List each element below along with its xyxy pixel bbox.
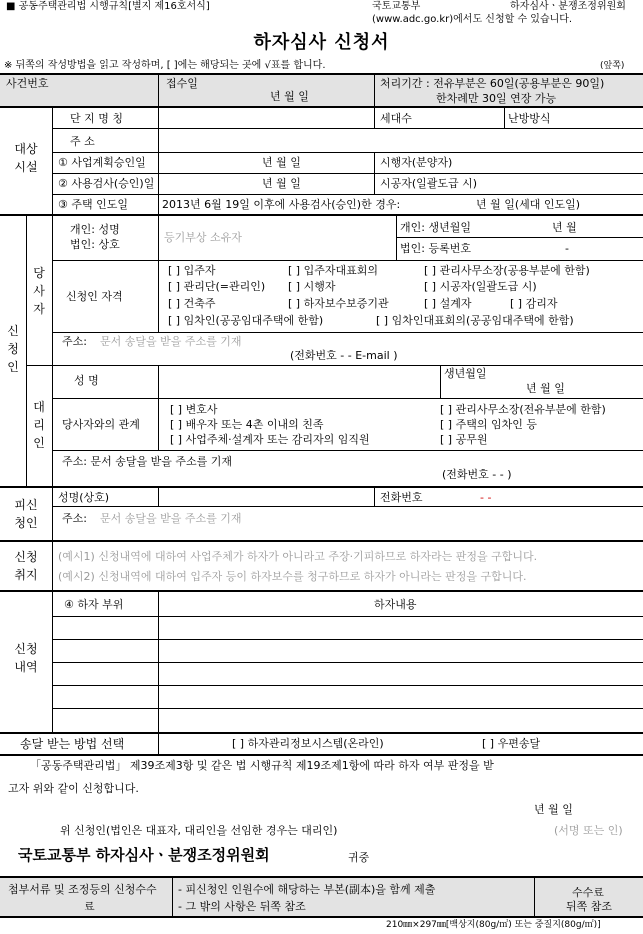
rule	[0, 214, 643, 216]
respondent-phone-label: 전화번호	[380, 491, 423, 504]
fee-note: 뒤쪽 참조	[566, 900, 613, 913]
case-number-label: 사건번호	[6, 77, 49, 90]
law-reference: ■ 공동주택관리법 시행규칙[별지 제16호서식]	[6, 1, 210, 12]
rule	[52, 639, 643, 640]
signer-line: 위 신청인(법인은 대표자, 대리인을 선임한 경우는 대리인)	[60, 824, 338, 837]
rule	[52, 173, 643, 174]
rule	[0, 73, 643, 75]
rel-official[interactable]: [ ] 공무원	[440, 433, 488, 446]
qual-developer[interactable]: [ ] 시행자	[288, 280, 336, 293]
section-label-line: 인	[33, 436, 45, 450]
attachment-label-cont: 료	[84, 900, 95, 913]
rule	[158, 74, 159, 106]
qual-manager-common[interactable]: [ ] 관리사무소장(공용부분에 한함)	[424, 264, 590, 277]
plan-approval-date: 년 월 일	[262, 156, 301, 169]
relation-label: 당사자와의 관계	[62, 418, 140, 431]
corp-reg-label: 법인: 등록번호	[400, 242, 471, 255]
use-inspection-label: ② 사용검사(승인)일	[58, 177, 155, 190]
rule	[0, 916, 643, 918]
rel-tenant[interactable]: [ ] 주택의 임차인 등	[440, 418, 537, 431]
qual-builder[interactable]: [ ] 시공자(일괄도급 시)	[424, 280, 537, 293]
receipt-date-value: 년 월 일	[270, 90, 309, 103]
rule	[52, 506, 643, 507]
party-label	[26, 264, 52, 318]
respondent-name-label: 성명(상호)	[58, 491, 110, 504]
section-label-line: 취지	[14, 568, 38, 582]
attachment-item-1: - 피신청인 인원수에 해당하는 부본(副本)을 함께 제출	[178, 883, 436, 896]
addressee-suffix: 귀중	[348, 851, 370, 864]
rule	[52, 662, 643, 663]
respondent-section	[0, 496, 52, 532]
section-label-line: 신청	[14, 550, 38, 564]
rule	[52, 128, 643, 129]
rule	[0, 106, 643, 108]
rule	[52, 708, 643, 709]
addressee-name: 국토교통부 하자심사ㆍ분쟁조정위원회	[18, 846, 270, 864]
rule	[26, 365, 643, 366]
rule	[0, 590, 643, 592]
section-label-line: 인	[7, 360, 19, 374]
address-label: 주 소	[70, 135, 95, 148]
form-title: 하자심사 신청서	[253, 32, 390, 53]
delivery-online[interactable]: [ ] 하자관리정보시스템(온라인)	[232, 737, 384, 750]
purpose-example-2: (예시2) 신청내역에 대하여 입주자 등이 하자보수를 청구하므로 하자가 아니라는 판정을 구합니다.	[58, 570, 527, 583]
processing-period: 처리기간 : 전유부분은 60일(공용부분은 90일)	[380, 77, 605, 90]
paper-spec: 210㎜×297㎜[백상지(80g/㎡) 또는 중질지(80g/㎡)]	[386, 920, 601, 930]
rule	[374, 108, 375, 128]
section-label-line: 대상	[14, 142, 38, 156]
rule	[52, 450, 643, 451]
qual-supervisor[interactable]: [ ] 감리자	[510, 297, 558, 310]
section-label-line: 리	[33, 418, 45, 432]
corp-reg-dash: -	[565, 242, 569, 255]
rule	[0, 754, 643, 756]
rule	[396, 237, 643, 238]
rule	[52, 108, 53, 214]
rule	[52, 542, 53, 590]
qual-tenant[interactable]: [ ] 임차인(공공임대주택에 한함)	[168, 314, 324, 327]
declaration-line-2: 고자 위와 같이 신청합니다.	[8, 782, 139, 795]
rel-family[interactable]: [ ] 배우자 또는 4촌 이내의 친족	[170, 418, 324, 431]
heating-label: 난방방식	[508, 112, 551, 125]
handover-date: 년 월 일(세대 인도일)	[476, 198, 581, 211]
qual-tenant-council[interactable]: [ ] 임차인대표회의(공공임대주택에 한함)	[376, 314, 574, 327]
corporate-name-label: 법인: 상호	[70, 238, 120, 251]
rule	[504, 108, 505, 128]
rule	[158, 366, 159, 450]
section-label-line: 청	[7, 342, 19, 356]
rule	[0, 540, 643, 542]
ministry-name: 국토교통부	[372, 1, 421, 12]
section-label-line: 대	[33, 400, 45, 414]
agent-phone: (전화번호 - - )	[442, 468, 512, 481]
website-note: (www.adc.go.kr)에서도 신청할 수 있습니다.	[372, 14, 573, 25]
agent-label	[26, 398, 52, 452]
rule	[52, 194, 643, 195]
rel-lawyer[interactable]: [ ] 변호사	[170, 403, 218, 416]
rule	[440, 366, 441, 398]
rule	[52, 488, 53, 540]
rule	[158, 488, 159, 506]
rule	[374, 74, 375, 106]
birth-date-label: 개인: 생년월일	[400, 221, 471, 234]
rule	[396, 216, 397, 260]
signature-note: (서명 또는 인)	[554, 824, 623, 837]
qual-guarantor[interactable]: [ ] 하자보수보증기관	[288, 297, 389, 310]
target-facility-section	[0, 140, 52, 176]
instruction-note: ※ 뒤쪽의 작성방법을 읽고 작성하며, [ ]에는 해당되는 곳에 √표를 합니다.	[4, 60, 326, 71]
attachment-item-2: - 그 밖의 사항은 뒤쪽 참조	[178, 900, 306, 913]
section-label-line: 자	[33, 302, 45, 316]
rule	[52, 616, 643, 617]
section-label-line: 사	[33, 284, 45, 298]
name-placeholder: 등기부상 소유자	[164, 231, 242, 244]
receipt-date-label: 접수일	[166, 77, 198, 90]
qual-resident[interactable]: [ ] 입주자	[168, 264, 216, 277]
respondent-address-label: 주소:	[62, 512, 87, 525]
complex-name-label: 단 지 명 칭	[70, 112, 123, 125]
qualification-label: 신청인 자격	[66, 290, 123, 303]
applicant-phone-email: (전화번호 - - E-mail )	[290, 349, 398, 362]
declaration-line-1: 「공동주택관리법」 제39조제3항 및 같은 법 시행규칙 제19조제1항에 따라 하자 여부 판정을 받	[30, 759, 494, 772]
attachment-label: 첨부서류 및 조정등의 신청수수	[8, 883, 157, 896]
fee-label: 수수료	[572, 886, 604, 899]
rule	[158, 260, 159, 332]
rule	[534, 878, 535, 916]
defect-content-header: 하자내용	[374, 598, 417, 611]
rel-employee[interactable]: [ ] 사업주체·설계자 또는 감리자의 임직원	[170, 433, 370, 446]
qual-management-body[interactable]: [ ] 관리단(=관리인)	[168, 280, 266, 293]
section-label-line: 당	[33, 266, 45, 280]
builder-label: 시공자(일괄도급 시)	[380, 177, 478, 190]
plan-approval-label: ① 사업계획승인일	[58, 156, 146, 169]
rule	[172, 878, 173, 916]
handover-note: 2013년 6월 19일 이후에 사용검사(승인)한 경우:	[162, 198, 401, 211]
qual-building-owner[interactable]: [ ] 건축주	[168, 297, 216, 310]
rule	[0, 486, 643, 488]
agent-name-label: 성 명	[74, 374, 99, 387]
section-label-line: 내역	[14, 660, 38, 674]
rule	[374, 488, 375, 506]
applicant-section	[0, 322, 26, 376]
rule	[52, 216, 53, 486]
applicant-address-placeholder: 문서 송달을 받을 주소를 기재	[100, 335, 242, 348]
section-label-line: 신	[7, 324, 19, 338]
defect-area-header: ④ 하자 부위	[64, 598, 124, 611]
qual-resident-council[interactable]: [ ] 입주자대표회의	[288, 264, 378, 277]
purpose-example-1: (예시1) 신청내역에 대하여 사업주체가 하자가 아니라고 주장·기피하므로 하자라는 판정을 구합니다.	[58, 550, 538, 563]
rule	[52, 398, 643, 399]
section-label-line: 신청	[14, 642, 38, 656]
application-date: 년 월 일	[534, 803, 573, 816]
use-inspection-date: 년 월 일	[262, 177, 301, 190]
details-section	[0, 640, 52, 676]
rule	[158, 108, 159, 214]
page-side-label: (앞쪽)	[600, 61, 625, 71]
agent-address: 주소: 문서 송달을 받을 주소를 기재	[62, 455, 232, 468]
developer-label: 시행자(분양자)	[380, 156, 453, 169]
applicant-address-label: 주소:	[62, 335, 87, 348]
handover-label: ③ 주택 인도일	[58, 198, 128, 211]
delivery-post[interactable]: [ ] 우편송달	[482, 737, 541, 750]
rel-manager[interactable]: [ ] 관리사무소장(전유부분에 한함)	[440, 403, 606, 416]
section-label-line: 피신	[14, 498, 38, 512]
qual-designer[interactable]: [ ] 설계자	[424, 297, 472, 310]
respondent-phone-dashes: - -	[480, 491, 492, 504]
rule	[158, 216, 159, 260]
individual-name-label: 개인: 성명	[70, 223, 120, 236]
households-label: 세대수	[380, 112, 412, 125]
birth-date-value: 년 월	[552, 221, 577, 234]
section-label-line: 시설	[14, 160, 38, 174]
agent-birth-label: 생년월일	[444, 367, 487, 380]
agent-birth-value: 년 월 일	[526, 382, 565, 395]
rule	[52, 685, 643, 686]
rule	[0, 732, 643, 734]
purpose-section	[0, 548, 52, 584]
rule	[52, 260, 643, 261]
committee-name: 하자심사ㆍ분쟁조정위원회	[510, 1, 626, 12]
respondent-address-placeholder: 문서 송달을 받을 주소를 기재	[100, 512, 242, 525]
delivery-method-label: 송달 받는 방법 선택	[20, 737, 125, 751]
processing-extension: 한차례만 30일 연장 가능	[436, 92, 557, 105]
section-label-line: 청인	[14, 516, 38, 530]
rule	[52, 152, 643, 153]
rule	[158, 734, 159, 754]
rule	[52, 332, 643, 333]
